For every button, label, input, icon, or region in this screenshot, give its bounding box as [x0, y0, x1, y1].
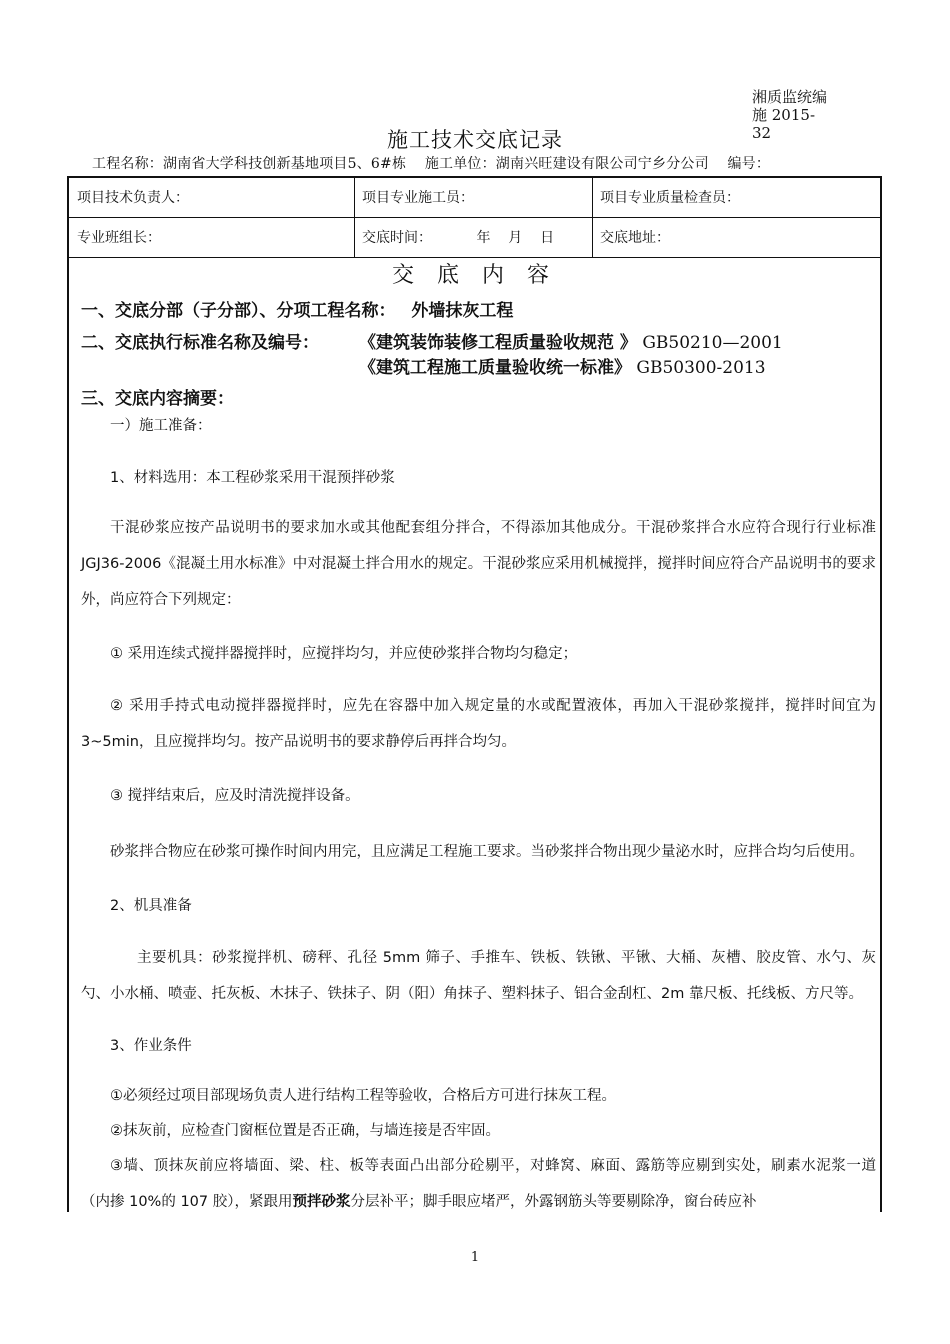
item-1-heading: 1、材料选用：本工程砂浆采用干混预拌砂浆: [110, 470, 395, 486]
mixing-rule-3: ③ 搅拌结束后，应及时清洗搅拌设备。: [110, 788, 360, 804]
document-title: 施工技术交底记录: [387, 128, 563, 152]
item-3-heading: 3、作业条件: [110, 1038, 192, 1054]
usage-paragraph: 砂浆拌合物应在砂浆可操作时间内用完，且应满足工程施工要求。当砂浆拌合物出现少量泌水时，应拌合均匀后使用。: [110, 844, 864, 860]
briefing-time-field: 交底时间： 年 月 日: [362, 230, 555, 246]
page-number: 1: [470, 1250, 480, 1265]
prep-heading: 一）施工准备：: [110, 418, 212, 434]
section-1-value: 外墙抹灰工程: [411, 301, 514, 321]
condition-2: ②抹灰前，应检查门窗框位置是否正确，与墙连接是否牢固。: [110, 1123, 500, 1139]
form-code-line1: 湘质监统编: [752, 88, 828, 106]
project-name: 工程名称：湖南省大学科技创新基地项目5、6#栋: [92, 156, 407, 172]
construction-unit: 施工单位：湖南兴旺建设有限公司宁乡分公司: [424, 156, 709, 172]
condition-3-text-a: ③墙、顶抹灰前应将墙面、梁、柱、板等表面凸出部分砼剔平，对蜂窝、麻面、露筋等应剔到实处，刷素水泥浆一道（内掺 10%的 107 胶），紧跟用: [81, 1158, 876, 1210]
table-row: [69, 178, 880, 218]
condition-3-emphasis: 预拌砂浆: [292, 1194, 351, 1210]
mixing-rule-1: ① 采用连续式搅拌器搅拌时，应搅拌均匀，并应使砂浆拌合物均匀稳定；: [110, 646, 578, 662]
divider: [354, 178, 355, 258]
table-row: [69, 218, 880, 258]
divider: [592, 178, 593, 258]
mixing-rule-2: ② 采用手持式电动搅拌器搅拌时，应先在容器中加入规定量的水或配置液体，再加入干混砂浆搅拌，搅拌时间宜为 3~5min，且应搅拌均匀。按产品说明书的要求静停后再拌合均匀。: [81, 698, 876, 750]
section-2-label: 二、交底执行标准名称及编号：: [81, 333, 319, 353]
standard-1-code: GB50210—2001: [642, 333, 783, 353]
condition-3: [81, 1148, 876, 1220]
item-2-heading: 2、机具准备: [110, 898, 192, 914]
standard-2-code: GB50300-2013: [636, 358, 766, 378]
briefing-address-field: 交底地址：: [600, 230, 670, 246]
team-leader-field: 专业班组长：: [77, 230, 161, 246]
tech-lead-field: 项目技术负责人：: [77, 190, 189, 206]
site-engineer-field: 项目专业施工员：: [362, 190, 474, 206]
record-form: [67, 176, 882, 1212]
condition-3-text-b: 分层补平；脚手眼应堵严，外露钢筋头等要剔除净，窗台砖应补: [350, 1194, 757, 1210]
section-3-label: 三、交底内容摘要：: [81, 389, 234, 409]
mortar-paragraph: 干混砂浆应按产品说明书的要求加水或其他配套组分拌合，不得添加其他成分。干混砂浆拌合水应符合现行行业标准 JGJ36-2006《混凝土用水标准》中对混凝土拌合用水的规定。干混砂浆应采用机械搅拌，搅拌时间应符合产品说明书的要求外，尚应符合下列规定：: [81, 520, 876, 608]
standard-2-name: 《建筑工程施工质量验收统一标准》: [359, 358, 631, 378]
project-info-line: [92, 153, 784, 173]
standard-2: [359, 353, 766, 378]
serial-number: 编号：: [727, 156, 771, 172]
form-code-line2: 施 2015-32: [752, 106, 816, 142]
quality-inspector-field: 项目专业质量检查员：: [600, 190, 740, 206]
condition-1: ①必须经过项目部现场负责人进行结构工程等验收，合格后方可进行抹灰工程。: [110, 1088, 616, 1104]
standard-1-name: 《建筑装饰装修工程质量验收规范 》: [359, 333, 637, 353]
tools-paragraph: 主要机具：砂浆搅拌机、磅秤、孔径 5mm 筛子、手推车、铁板、铁锹、平锹、大桶、灰槽、胶皮管、水勺、灰勺、小水桶、喷壶、托灰板、木抹子、铁抹子、阴（阳）角抹子、塑料抹子、铝合金刮杠、2m 靠尺板、托线板、方尺等。: [81, 950, 876, 1002]
content-heading: 交 底 内 容: [392, 263, 557, 288]
section-1-label: 一、交底分部（子分部）、分项工程名称：: [81, 301, 396, 321]
section-1: [81, 296, 513, 321]
standard-1: [359, 328, 783, 353]
